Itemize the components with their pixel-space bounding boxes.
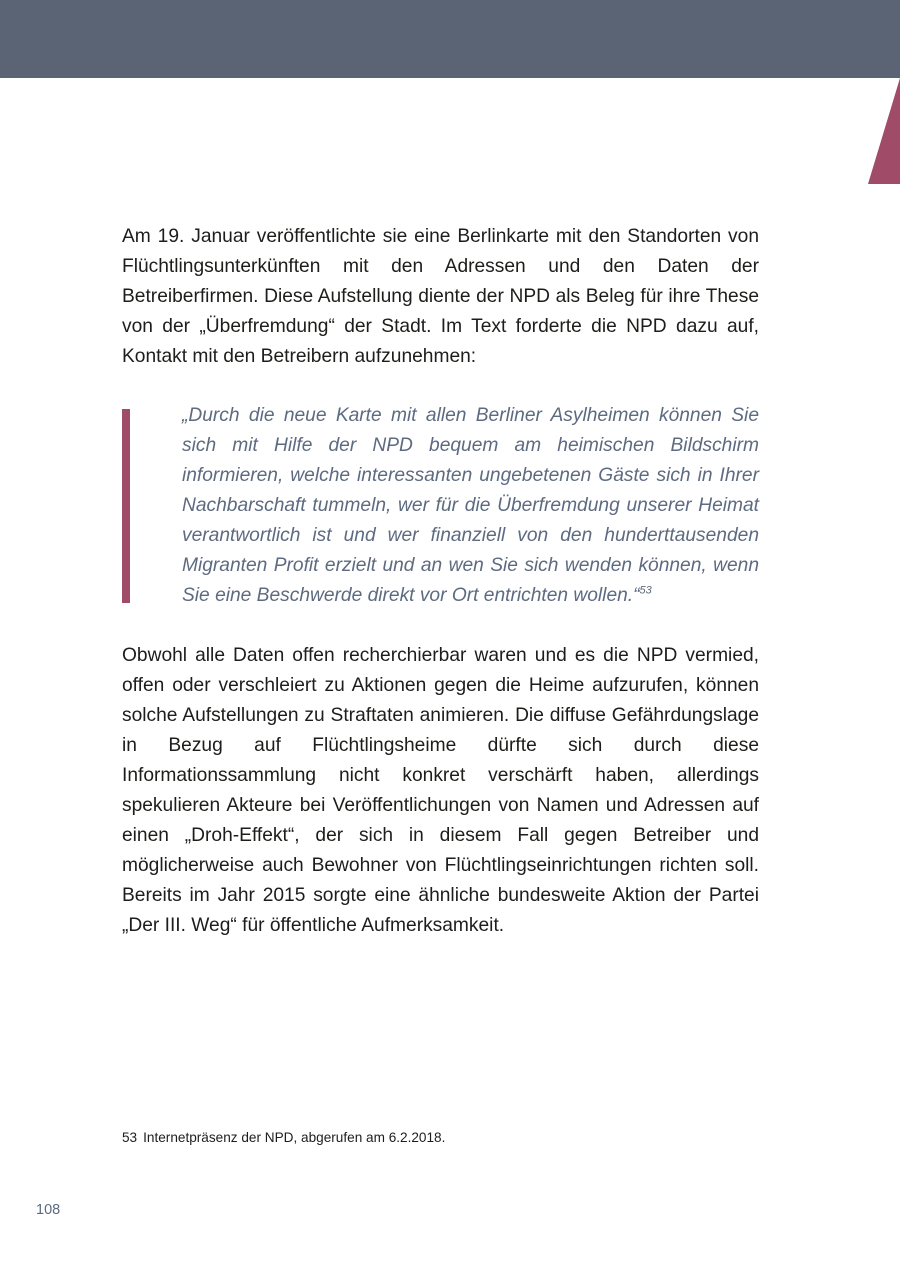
block-quote [182,401,759,611]
quote-text: „Durch die neue Karte mit allen Berliner Asylheimen können Sie sich mit Hilfe der NPD bequem am heimischen Bildschirm informieren, welche interessanten ungebetenen Gäste sich in Ihrer Nachbarschaft tummeln, wer für die Überfremdung unserer Heimat verantwortlich ist und wer finanziell von den hunderttausenden Migranten Profit erzielt und an wen Sie sich wenden können, wenn Sie eine Beschwerde direkt vor Ort entrichten wollen.“ [182,405,759,606]
corner-tab-decoration [868,78,900,184]
footnote-number: 53 [122,1130,138,1145]
header-band [0,0,900,78]
quote-footnote-ref[interactable]: 53 [639,584,652,597]
footnote [122,1129,759,1147]
footnote-text: Internetpräsenz der NPD, abgerufen am 6.2.2018. [143,1130,446,1145]
body-paragraph-1: Am 19. Januar veröffentlichte sie eine Berlinkarte mit den Standorten von Flüchtlingsunterkünften mit den Adressen und den Daten der Betreiberfirmen. Diese Aufstellung diente der NPD als Beleg für ihre These von der „Überfremdung“ der Stadt. Im Text forderte die NPD dazu auf, Kontakt mit den Betreibern aufzunehmen: [122,226,759,367]
page-number: 108 [36,1202,61,1218]
quote-accent-bar [122,409,130,603]
body-paragraph-2: Obwohl alle Daten offen recherchierbar waren und es die NPD vermied, offen oder verschleiert zu Aktionen gegen die Heime aufzurufen, können solche Aufstellungen zu Straftaten animieren. Die diffuse Gefährdungslage in Bezug auf Flüchtlingsheime dürfte sich durch diese Informationssammlung nicht konkret verschärft haben, allerdings spekulieren Akteure bei Veröffentlichungen von Namen und Adressen auf einen „Droh-Effekt“, der sich in diesem Fall gegen Betreiber und möglicherweise auch Bewohner von Flüchtlingseinrichtungen richten soll. Bereits im Jahr 2015 sorgte eine ähnliche bundesweite Aktion der Partei „Der III. Weg“ für öffentliche Aufmerksamkeit. [122,645,759,936]
